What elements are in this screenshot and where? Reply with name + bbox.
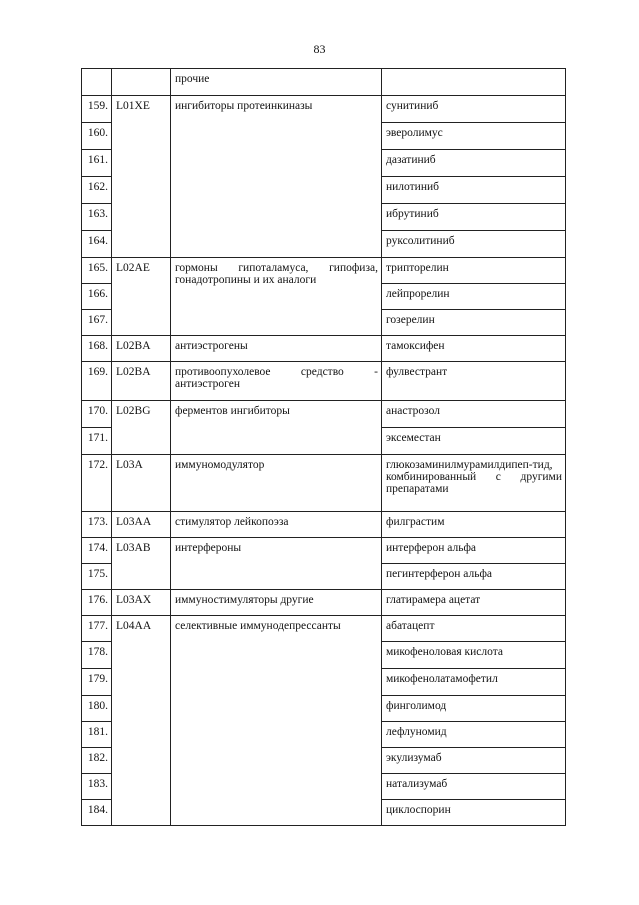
- atc-code: L01XE: [112, 96, 171, 258]
- drug-name: тамоксифен: [382, 336, 566, 362]
- atc-code: L02AE: [112, 258, 171, 336]
- atc-code: L03AX: [112, 590, 171, 616]
- drug-name: экулизумаб: [382, 748, 566, 774]
- pharmacologic-group: антиэстрогены: [171, 336, 382, 362]
- atc-code: L02BA: [112, 362, 171, 401]
- atc-code: L04AA: [112, 616, 171, 826]
- row-number: 161.: [82, 150, 112, 177]
- drug-name: трипторелин: [382, 258, 566, 284]
- pharmacologic-group: ингибиторы протеинкиназы: [171, 96, 382, 258]
- drug-name: микофеноловая кислота: [382, 642, 566, 669]
- table-row: [82, 69, 566, 96]
- drug-name: циклоспорин: [382, 800, 566, 826]
- row-number: 184.: [82, 800, 112, 826]
- atc-code: [112, 69, 171, 96]
- pharmacologic-group: иммуномодулятор: [171, 455, 382, 512]
- drug-name: дазатиниб: [382, 150, 566, 177]
- row-number: 181.: [82, 722, 112, 748]
- drug-name: абатацепт: [382, 616, 566, 642]
- row-number: 179.: [82, 669, 112, 696]
- row-number: 180.: [82, 696, 112, 722]
- pharmacologic-group: прочие: [171, 69, 382, 96]
- row-number: 176.: [82, 590, 112, 616]
- row-number: 168.: [82, 336, 112, 362]
- table-row: [82, 616, 566, 642]
- row-number: 163.: [82, 204, 112, 231]
- table-row: [82, 362, 566, 401]
- drug-name: финголимод: [382, 696, 566, 722]
- drug-name: ибрутиниб: [382, 204, 566, 231]
- pharmacologic-group: интерфероны: [171, 538, 382, 590]
- pharmacologic-group: селективные иммунодепрессанты: [171, 616, 382, 826]
- atc-code: L03AB: [112, 538, 171, 590]
- row-number: 164.: [82, 231, 112, 258]
- pharmacologic-group: иммуностимуляторы другие: [171, 590, 382, 616]
- pharmacologic-group: ферментов ингибиторы: [171, 401, 382, 455]
- row-number: 171.: [82, 428, 112, 455]
- row-number: 182.: [82, 748, 112, 774]
- drug-name: фулвестрант: [382, 362, 566, 401]
- row-number: 160.: [82, 123, 112, 150]
- row-number: 173.: [82, 512, 112, 538]
- drug-name: интерферон альфа: [382, 538, 566, 564]
- table-row: [82, 538, 566, 564]
- drug-name: лейпрорелин: [382, 284, 566, 310]
- atc-code: L02BA: [112, 336, 171, 362]
- drug-name: натализумаб: [382, 774, 566, 800]
- table-row: [82, 258, 566, 284]
- row-number: 183.: [82, 774, 112, 800]
- table-row: [82, 590, 566, 616]
- drug-name: глюкозаминилмурамилдипеп-тид, комбинированный с другими препаратами: [382, 455, 566, 512]
- row-number: [82, 69, 112, 96]
- row-number: 178.: [82, 642, 112, 669]
- drug-name: сунитиниб: [382, 96, 566, 123]
- atc-code: L03A: [112, 455, 171, 512]
- drug-name: руксолитиниб: [382, 231, 566, 258]
- table-row: [82, 96, 566, 123]
- drug-name: пегинтерферон альфа: [382, 564, 566, 590]
- drug-name: филграстим: [382, 512, 566, 538]
- pharmacologic-group: стимулятор лейкопоэза: [171, 512, 382, 538]
- row-number: 177.: [82, 616, 112, 642]
- row-number: 165.: [82, 258, 112, 284]
- drug-name: нилотиниб: [382, 177, 566, 204]
- row-number: 169.: [82, 362, 112, 401]
- atc-code: L02BG: [112, 401, 171, 455]
- table-row: [82, 455, 566, 512]
- table-row: [82, 401, 566, 428]
- atc-code: L03AA: [112, 512, 171, 538]
- row-number: 159.: [82, 96, 112, 123]
- row-number: 166.: [82, 284, 112, 310]
- row-number: 162.: [82, 177, 112, 204]
- drug-name: микофенолатамофетил: [382, 669, 566, 696]
- table-row: [82, 336, 566, 362]
- pharmacologic-group: противоопухолевое средство - антиэстроген: [171, 362, 382, 401]
- drug-name: анастрозол: [382, 401, 566, 428]
- drug-name: эверолимус: [382, 123, 566, 150]
- drug-name: эксеместан: [382, 428, 566, 455]
- row-number: 167.: [82, 310, 112, 336]
- pharmacologic-group: гормоны гипоталамуса, гипофиза, гонадотропины и их аналоги: [171, 258, 382, 336]
- drug-name: глатирамера ацетат: [382, 590, 566, 616]
- row-number: 170.: [82, 401, 112, 428]
- drug-name: [382, 69, 566, 96]
- row-number: 172.: [82, 455, 112, 512]
- drug-table: [81, 68, 566, 826]
- row-number: 175.: [82, 564, 112, 590]
- drug-name: лефлуномид: [382, 722, 566, 748]
- table-row: [82, 512, 566, 538]
- drug-name: гозерелин: [382, 310, 566, 336]
- row-number: 174.: [82, 538, 112, 564]
- page-number: 83: [313, 42, 326, 56]
